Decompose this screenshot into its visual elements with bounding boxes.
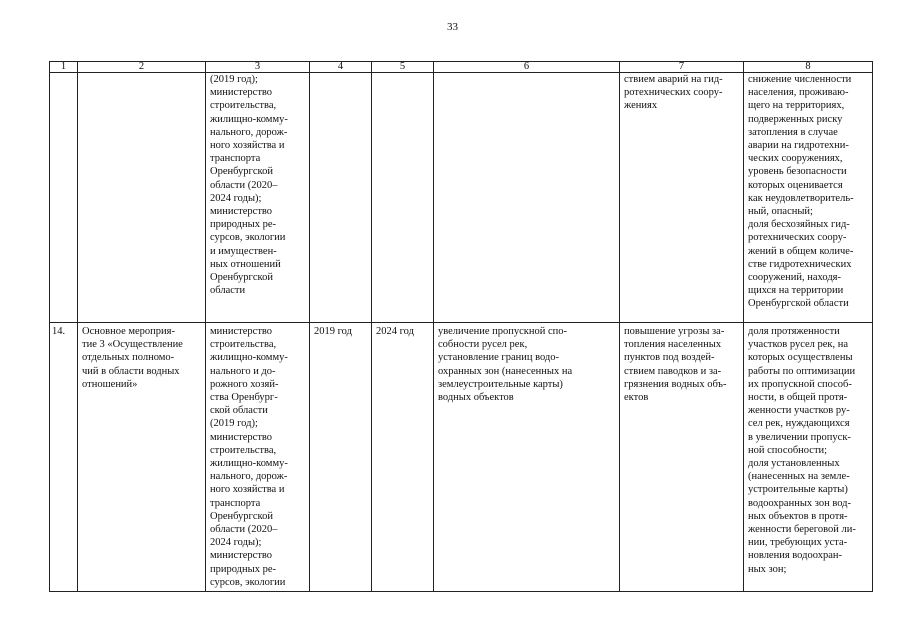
column-header-3: 3: [206, 62, 310, 73]
row-number-cell: 14.: [50, 323, 78, 592]
start-year-cell: [310, 73, 372, 323]
end-year-cell: 2024 год: [372, 323, 434, 592]
activity-name-cell: Основное мероприя- тие 3 «Осуществление отдельных полномо- чий в области водных отношений»: [78, 323, 206, 592]
executor-cell: (2019 год); министерство строительства, жилищно-комму- нального, дорож- ного хозяйства и транспорта Оренбургской области (2020– 2024 годы); министерство природных ре- сурсов, экологии и имуществен- ных отношений Оренбургской области: [206, 73, 310, 323]
consequences-cell: ствием аварий на гид- ротехнических соору- жениях: [620, 73, 744, 323]
indicators-cell: доля протяженности участков русел рек, на которых осуществлены работы по оптимизации их пропускной способ- ности, в общей протя- женности участков ру- сел рек, нуждающихся в увеличении пропуск- ной способности; доля установленных (нанесенных на земле- устроительные карты) водоохранных зон вод- ных объектов в протя- женности береговой ли- нии, требующих уста- новления водоохран- ных зон;: [744, 323, 873, 592]
expected-result-cell: [434, 73, 620, 323]
executor-cell: министерство строительства, жилищно-комму- нального и до- рожного хозяй- ства Оренбург- ской области (2019 год); министерство строительства, жилищно-комму- нального, дорож- ного хозяйства и транспорта Оренбургской области (2020– 2024 годы); министерство природных ре- сурсов, экологии: [206, 323, 310, 592]
activity-name-cell: [78, 73, 206, 323]
end-year-cell: [372, 73, 434, 323]
table-row: [50, 323, 873, 592]
start-year-cell: 2019 год: [310, 323, 372, 592]
column-header-7: 7: [620, 62, 744, 73]
column-header-2: 2: [78, 62, 206, 73]
column-header-1: 1: [50, 62, 78, 73]
column-header-6: 6: [434, 62, 620, 73]
table-row: [50, 73, 873, 323]
program-table: [49, 61, 873, 592]
table-header-row: [50, 62, 873, 73]
column-header-8: 8: [744, 62, 873, 73]
column-header-4: 4: [310, 62, 372, 73]
expected-result-cell: увеличение пропускной спо- собности русел рек, установление границ водо- охранных зон (нанесенных на землеустроительные карты) водных объектов: [434, 323, 620, 592]
page-number: 33: [447, 21, 458, 33]
row-number-cell: [50, 73, 78, 323]
indicators-cell: снижение численности населения, проживаю- щего на территориях, подверженных риску затопления в случае аварии на гидротехни- ческих сооружениях, уровень безопасности которых оценивается как неудовлетворитель- ный, опасный; доля бесхозяйных гид- ротехнических соору- жений в общем количе- стве гидротехнических сооружений, находя- щихся на территории Оренбургской области: [744, 73, 873, 323]
consequences-cell: повышение угрозы за- топления населенных пунктов под воздей- ствием паводков и за- грязнения водных объ- ектов: [620, 323, 744, 592]
column-header-5: 5: [372, 62, 434, 73]
